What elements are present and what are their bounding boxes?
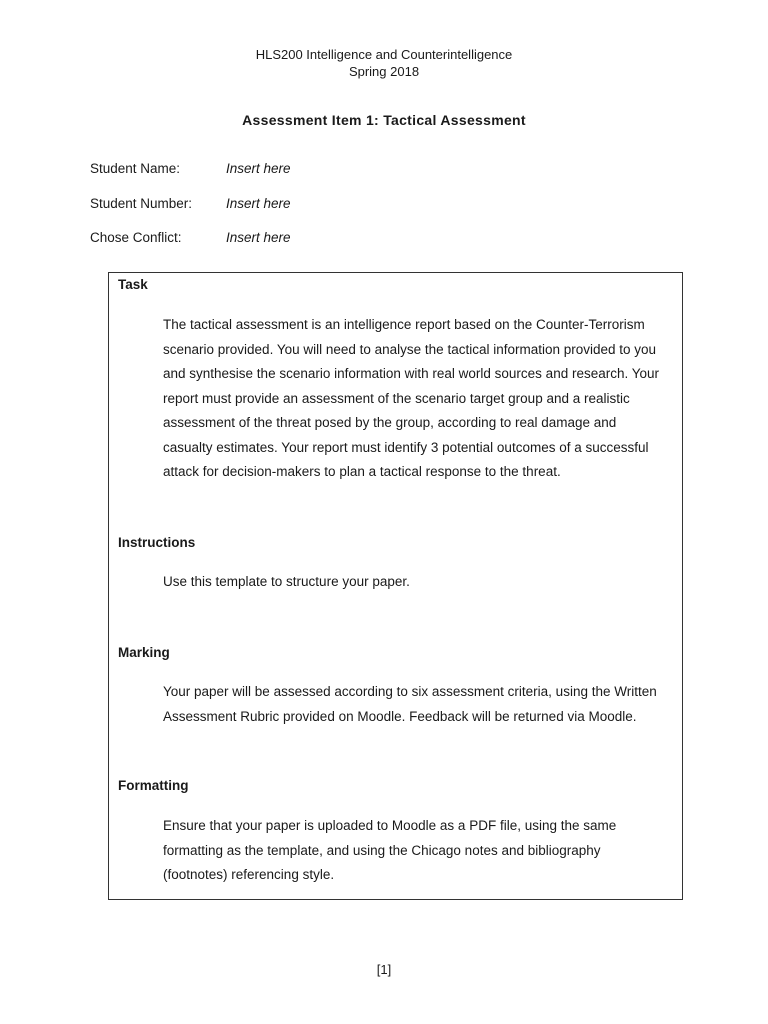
student-number-field — [90, 196, 291, 211]
marking-heading: Marking — [118, 645, 170, 660]
field-label: Student Name: — [90, 161, 181, 176]
task-body: The tactical assessment is an intelligence report based on the Counter-Terrorism scenario provided. You will need to analyse the tactical information provided to you and synthesise the scenario information with real world sources and research. Your report must provide an assessment of the scenario target group and a realistic assessment of the threat posed by the group, according to real damage and casualty estimates. Your report must identify 3 potential outcomes of a successful attack for decision-makers to plan a tactical response to the threat. — [163, 317, 660, 479]
assessment-title: Assessment Item 1: Tactical Assessment — [242, 112, 526, 128]
assessment-details-box — [108, 272, 683, 900]
formatting-heading: Formatting — [118, 778, 189, 793]
field-value: Insert here — [226, 230, 291, 245]
chose-conflict-field — [90, 230, 291, 245]
student-name-field — [90, 161, 291, 176]
task-heading: Task — [118, 277, 148, 292]
term-label: Spring 2018 — [348, 64, 420, 79]
instructions-heading: Instructions — [118, 535, 196, 550]
field-label: Student Number: — [90, 196, 193, 211]
course-title: HLS200 Intelligence and Counterintelligence — [255, 47, 513, 62]
field-value: Insert here — [226, 161, 291, 176]
field-value: Insert here — [226, 196, 291, 211]
page-number: [1] — [376, 962, 392, 977]
instructions-body: Use this template to structure your paper. — [163, 574, 410, 589]
formatting-body: Ensure that your paper is uploaded to Moodle as a PDF file, using the same formatting as the template, and using the Chicago notes and bibliography (footnotes) referencing style. — [163, 818, 617, 882]
field-label: Chose Conflict: — [90, 230, 182, 245]
document-header — [0, 46, 768, 80]
marking-body: Your paper will be assessed according to six assessment criteria, using the Written Assessment Rubric provided on Moodle. Feedback will be returned via Moodle. — [163, 684, 657, 724]
